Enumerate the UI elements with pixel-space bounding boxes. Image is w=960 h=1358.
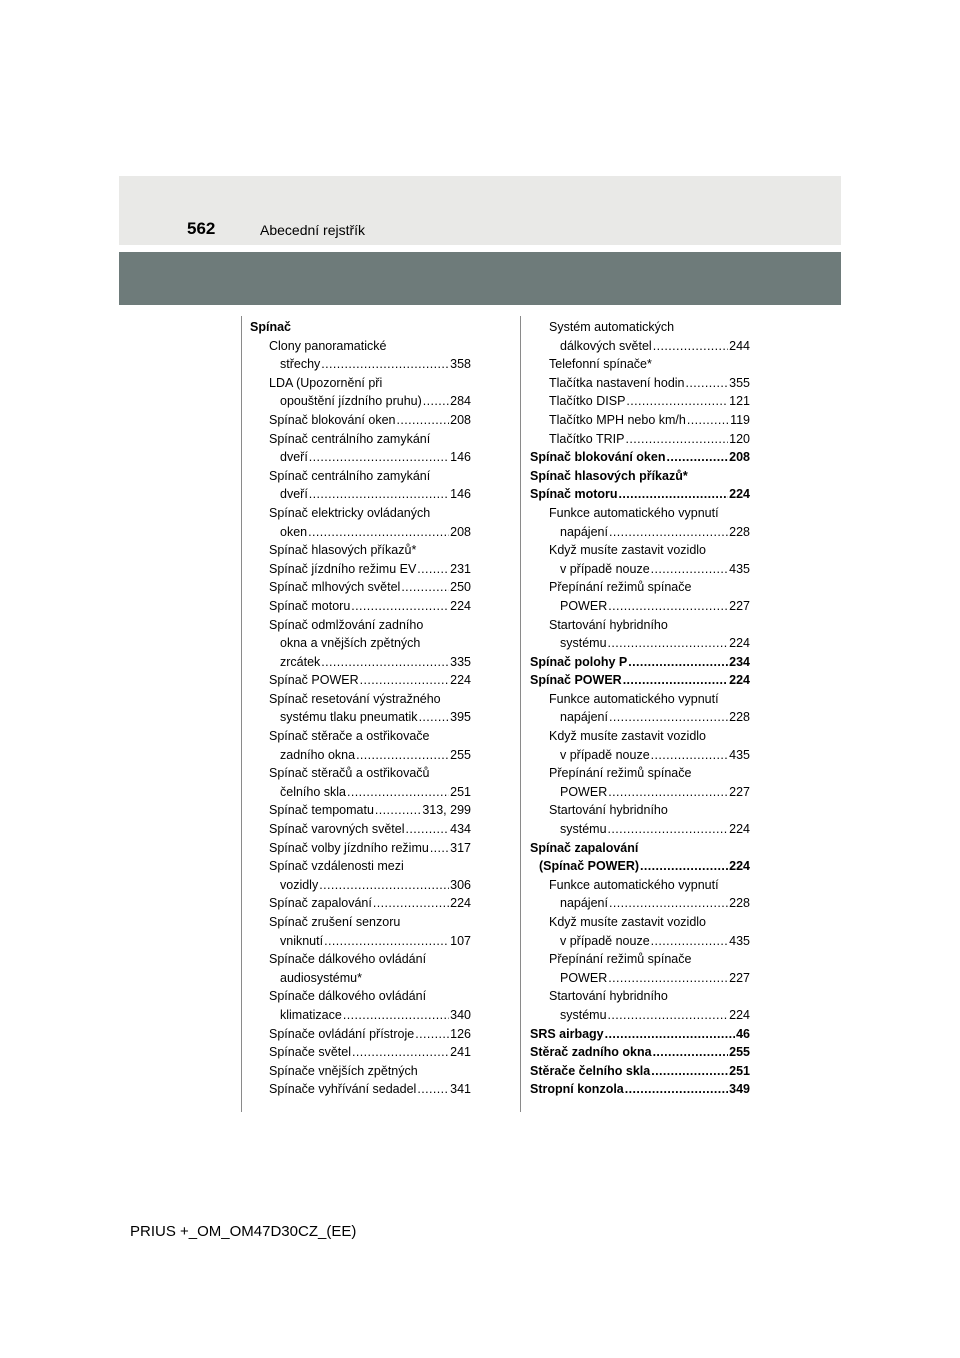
index-term: dveří	[280, 487, 308, 502]
dot-leader	[605, 1025, 735, 1044]
index-subentry	[530, 578, 750, 597]
index-term: Když musíte zastavit vozidlo	[549, 543, 707, 558]
index-term: SRS airbagy	[530, 1026, 604, 1041]
index-entry	[530, 1062, 750, 1081]
index-subentry	[250, 485, 471, 504]
page-reference: 227	[729, 598, 750, 613]
index-entry	[530, 653, 750, 672]
index-term: Stropní konzola	[530, 1082, 624, 1097]
index-subentry	[250, 708, 471, 727]
index-term: (Spínač POWER)	[539, 859, 640, 874]
index-term: Clony panoramatické	[269, 338, 387, 353]
index-subentry	[530, 913, 750, 932]
index-subentry	[530, 950, 750, 969]
index-subentry	[530, 597, 750, 616]
page-reference: 231	[450, 561, 471, 576]
page-reference: 358	[450, 357, 471, 372]
index-term: zadního okna	[280, 747, 356, 762]
index-term: POWER	[560, 970, 608, 985]
dot-leader	[651, 560, 728, 579]
page-reference: 224	[729, 673, 750, 688]
dot-leader	[401, 578, 449, 597]
page-reference: 224	[450, 673, 471, 688]
page-reference: 224	[729, 822, 750, 837]
index-column-left	[250, 318, 471, 1099]
index-term: Tlačítko MPH nebo km/h	[549, 412, 686, 427]
manual-code: PRIUS +_OM_OM47D30CZ_(EE)	[130, 1223, 357, 1240]
index-entry	[530, 1025, 750, 1044]
index-term: Spínač mlhových světel	[269, 580, 401, 595]
index-subentry	[250, 820, 471, 839]
page-reference: 126	[450, 1026, 471, 1041]
dot-leader	[609, 894, 728, 913]
index-term: Funkce automatického vypnutí	[549, 877, 719, 892]
index-term: vniknutí	[280, 933, 324, 948]
page-reference: 335	[450, 654, 471, 669]
dot-leader	[609, 708, 728, 727]
index-subentry	[250, 634, 471, 653]
index-term: Spínače ovládání přístroje	[269, 1026, 415, 1041]
index-subentry	[250, 523, 471, 542]
index-term: okna a vnějších zpětných	[280, 636, 421, 651]
dot-leader	[608, 1006, 729, 1025]
index-entry	[530, 467, 750, 486]
page-reference: 255	[450, 747, 471, 762]
index-subentry	[250, 764, 471, 783]
dot-leader	[625, 430, 728, 449]
dot-leader	[608, 969, 728, 988]
dot-leader	[653, 1043, 729, 1062]
index-term: systému	[560, 636, 607, 651]
dot-leader	[347, 783, 449, 802]
index-term: POWER	[560, 598, 608, 613]
index-subentry	[250, 541, 471, 560]
index-entry	[530, 857, 750, 876]
index-subentry	[250, 392, 471, 411]
index-subentry	[530, 708, 750, 727]
index-subentry	[530, 634, 750, 653]
index-term: Stěrač zadního okna	[530, 1045, 652, 1060]
index-term: Tlačítko DISP	[549, 394, 626, 409]
page-reference: 224	[729, 487, 750, 502]
dot-leader	[309, 485, 449, 504]
index-subentry	[530, 801, 750, 820]
index-term: Spínač centrálního zamykání	[269, 468, 431, 483]
index-term: Spínač POWER	[269, 673, 359, 688]
index-term: Spínač zrušení senzoru	[269, 915, 401, 929]
index-subentry	[530, 392, 750, 411]
index-subentry	[250, 337, 471, 356]
dot-leader	[640, 857, 728, 876]
index-term: Spínač stěrače a ostřikovače	[269, 729, 430, 744]
index-subentry	[250, 448, 471, 467]
page-reference: 355	[729, 375, 750, 390]
index-term: Spínač odmlžování zadního	[269, 617, 424, 632]
dot-leader	[419, 708, 450, 727]
index-term: Spínač vzdálenosti mezi	[269, 859, 404, 874]
page-number: 562	[187, 219, 216, 238]
index-term: čelního skla	[280, 784, 347, 799]
index-subentry	[530, 690, 750, 709]
index-term: LDA (Upozornění při	[269, 375, 383, 390]
dot-leader	[608, 634, 729, 653]
index-term: Stěrače čelního skla	[530, 1063, 651, 1078]
index-term: Spínač motoru	[530, 487, 618, 502]
index-subentry	[250, 1006, 471, 1025]
dot-leader	[319, 876, 449, 895]
index-subentry	[250, 430, 471, 449]
dot-leader	[406, 820, 450, 839]
index-term: Startování hybridního	[549, 803, 668, 818]
page-reference: 244	[729, 338, 750, 353]
index-subentry	[250, 355, 471, 374]
index-term: Funkce automatického vypnutí	[549, 505, 719, 520]
index-subentry	[250, 746, 471, 765]
index-term: Tlačítka nastavení hodin	[549, 375, 685, 390]
dot-leader	[360, 671, 450, 690]
dot-leader	[373, 894, 449, 913]
dot-leader	[375, 801, 421, 820]
index-term: POWER	[560, 784, 608, 799]
index-term: Spínač resetování výstražného	[269, 691, 441, 706]
dot-leader	[417, 560, 449, 579]
page-reference: 208	[450, 524, 471, 539]
dot-leader	[423, 392, 449, 411]
page-reference: 435	[729, 933, 750, 948]
page-reference: 120	[729, 431, 750, 446]
index-term: Spínač motoru	[269, 598, 351, 613]
index-subentry	[250, 1080, 471, 1099]
index-term: zrcátek	[280, 654, 321, 669]
index-subentry	[250, 597, 471, 616]
index-term: Spínače světel	[269, 1045, 351, 1060]
dot-leader	[651, 1062, 728, 1081]
dot-leader	[417, 1080, 449, 1099]
index-term: Spínač tempomatu	[269, 803, 374, 818]
index-subentry	[250, 374, 471, 393]
page-reference: 224	[729, 859, 750, 874]
page-reference: 340	[450, 1007, 471, 1022]
index-subentry	[530, 987, 750, 1006]
page-reference: 224	[450, 598, 471, 613]
dot-leader	[626, 392, 728, 411]
index-subentry	[530, 1006, 750, 1025]
index-subentry	[250, 467, 471, 486]
index-subentry	[250, 839, 471, 858]
index-term: Spínač stěračů a ostřikovačů	[269, 766, 430, 781]
index-entry	[530, 1043, 750, 1062]
page-reference: 251	[729, 1063, 750, 1078]
dot-leader	[396, 411, 449, 430]
index-term: napájení	[560, 896, 608, 911]
page-reference: 208	[729, 450, 750, 465]
index-term: systému tlaku pneumatik	[280, 710, 418, 725]
index-term: Spínač	[250, 320, 291, 334]
index-subentry	[250, 950, 471, 969]
index-term: střechy	[280, 357, 321, 372]
index-term: Spínač zapalování	[530, 840, 639, 855]
index-term: Spínače dálkového ovládání	[269, 989, 427, 1004]
index-subentry	[250, 876, 471, 895]
index-subentry	[250, 653, 471, 672]
page-reference: 224	[729, 636, 750, 651]
column-rule-left	[241, 316, 242, 1112]
index-term: Spínač jízdního režimu EV	[269, 561, 417, 576]
index-term: oken	[280, 524, 308, 539]
page-reference: 434	[450, 822, 471, 837]
index-term: v případě nouze	[560, 561, 650, 576]
index-subentry	[530, 820, 750, 839]
index-term: Přepínání režimů spínače	[549, 952, 692, 967]
dot-leader	[608, 597, 728, 616]
index-term: audiosystému*	[280, 970, 362, 985]
index-term: v případě nouze	[560, 933, 650, 948]
index-term: Spínač hlasových příkazů*	[530, 468, 688, 483]
index-subentry	[530, 337, 750, 356]
dot-leader	[430, 839, 449, 858]
index-term: Když musíte zastavit vozidlo	[549, 729, 707, 744]
page-reference: 341	[450, 1082, 471, 1097]
index-subentry	[530, 560, 750, 579]
index-term: Spínač volby jízdního režimu	[269, 840, 429, 855]
dot-leader	[309, 448, 449, 467]
index-term: napájení	[560, 710, 608, 725]
page-reference: 107	[450, 933, 471, 948]
index-term: Spínač zapalování	[269, 896, 372, 911]
index-term: Spínače vyhřívání sedadel	[269, 1082, 417, 1097]
page-reference: 227	[729, 784, 750, 799]
index-term: Spínač hlasových příkazů*	[269, 543, 417, 558]
index-subentry	[250, 913, 471, 932]
index-term: dveří	[280, 450, 308, 465]
dot-leader	[623, 671, 728, 690]
index-term: v případě nouze	[560, 747, 650, 762]
dot-leader	[324, 932, 449, 951]
section-title: Abecední rejstřík	[260, 222, 366, 238]
page-reference: 234	[729, 654, 750, 669]
index-term: Startování hybridního	[549, 989, 668, 1004]
index-term: Spínač centrálního zamykání	[269, 431, 431, 446]
index-term: Když musíte zastavit vozidlo	[549, 915, 707, 929]
index-term: systému	[560, 1007, 607, 1022]
page-reference: 208	[450, 412, 471, 427]
dot-leader	[625, 1080, 728, 1099]
index-term: Tlačítko TRIP	[549, 431, 625, 446]
index-subentry	[250, 1062, 471, 1081]
index-subentry	[530, 876, 750, 895]
index-term: napájení	[560, 524, 608, 539]
index-subentry	[530, 616, 750, 635]
page-reference: 284	[450, 394, 471, 409]
index-entry	[530, 839, 750, 858]
index-term: Přepínání režimů spínače	[549, 580, 692, 595]
dot-leader	[651, 932, 728, 951]
dot-leader	[619, 485, 729, 504]
index-term: systému	[560, 822, 607, 837]
index-subentry	[530, 764, 750, 783]
page-reference: 251	[450, 784, 471, 799]
index-column-right	[530, 318, 750, 1099]
index-subentry	[530, 504, 750, 523]
page-reference: 250	[450, 580, 471, 595]
dot-leader	[666, 448, 728, 467]
index-term: Spínače dálkového ovládání	[269, 952, 427, 967]
page-reference: 146	[450, 450, 471, 465]
index-term: Spínače vnějších zpětných	[269, 1063, 418, 1078]
index-subentry	[250, 578, 471, 597]
dot-leader	[308, 523, 449, 542]
index-subentry	[530, 523, 750, 542]
index-subentry	[530, 541, 750, 560]
index-entry	[250, 318, 471, 337]
page-reference: 395	[450, 710, 471, 725]
index-subentry	[530, 374, 750, 393]
page-reference: 241	[450, 1045, 471, 1060]
page-reference: 349	[729, 1082, 750, 1097]
column-rule-right	[520, 316, 521, 1112]
dot-leader	[628, 653, 728, 672]
page-reference: 435	[729, 561, 750, 576]
index-subentry	[250, 616, 471, 635]
index-entry	[530, 485, 750, 504]
page-reference: 46	[736, 1026, 750, 1041]
index-subentry	[530, 318, 750, 337]
dot-leader	[609, 523, 728, 542]
dot-leader	[321, 355, 449, 374]
index-subentry	[530, 355, 750, 374]
page-reference: 228	[729, 710, 750, 725]
dot-leader	[686, 374, 729, 393]
chapter-band	[119, 252, 841, 305]
index-subentry	[530, 969, 750, 988]
index-subentry	[250, 690, 471, 709]
index-subentry	[530, 430, 750, 449]
index-subentry	[530, 932, 750, 951]
page-reference: 119	[730, 412, 750, 427]
dot-leader	[356, 746, 449, 765]
index-term: Spínač blokování oken	[530, 450, 666, 465]
index-entry	[530, 671, 750, 690]
index-subentry	[250, 969, 471, 988]
index-term: Startování hybridního	[549, 617, 668, 632]
dot-leader	[651, 746, 728, 765]
index-subentry	[250, 987, 471, 1006]
page-reference: 313, 299	[422, 803, 471, 818]
dot-leader	[415, 1025, 449, 1044]
index-subentry	[250, 894, 471, 913]
index-subentry	[250, 932, 471, 951]
index-term: Přepínání režimů spínače	[549, 766, 692, 781]
index-subentry	[530, 894, 750, 913]
index-term: vozidly	[280, 877, 319, 892]
page-reference: 228	[729, 524, 750, 539]
dot-leader	[653, 337, 728, 356]
page-reference: 435	[729, 747, 750, 762]
page-reference: 255	[729, 1045, 750, 1060]
page-reference: 227	[729, 970, 750, 985]
page-reference: 121	[729, 394, 750, 409]
index-subentry	[250, 783, 471, 802]
dot-leader	[687, 411, 729, 430]
dot-leader	[351, 597, 449, 616]
page-reference: 228	[729, 896, 750, 911]
index-term: Spínač polohy P	[530, 654, 628, 669]
dot-leader	[343, 1006, 449, 1025]
index-entry	[530, 1080, 750, 1099]
dot-leader	[608, 820, 729, 839]
index-subentry	[530, 746, 750, 765]
index-term: dálkových světel	[560, 338, 652, 353]
header-band	[119, 176, 841, 245]
page-reference: 224	[450, 896, 471, 911]
index-term: klimatizace	[280, 1007, 342, 1022]
index-subentry	[530, 411, 750, 430]
page-reference: 224	[729, 1007, 750, 1022]
dot-leader	[608, 783, 728, 802]
index-term: Spínač elektricky ovládaných	[269, 505, 431, 520]
index-term: Systém automatických	[549, 320, 675, 334]
index-subentry	[250, 801, 471, 820]
index-subentry	[250, 727, 471, 746]
index-term: opouštění jízdního pruhu)	[280, 394, 422, 409]
index-subentry	[250, 504, 471, 523]
index-subentry	[250, 1043, 471, 1062]
index-subentry	[250, 857, 471, 876]
index-subentry	[250, 560, 471, 579]
index-subentry	[530, 783, 750, 802]
page-reference: 317	[450, 840, 471, 855]
index-subentry	[250, 411, 471, 430]
index-subentry	[530, 727, 750, 746]
index-subentry	[250, 1025, 471, 1044]
index-term: Telefonní spínače*	[549, 357, 652, 372]
index-entry	[530, 448, 750, 467]
dot-leader	[321, 653, 449, 672]
index-term: Funkce automatického vypnutí	[549, 691, 719, 706]
index-term: Spínač blokování oken	[269, 412, 396, 427]
index-term: Spínač varovných světel	[269, 822, 405, 837]
page-reference: 306	[450, 877, 471, 892]
index-term: Spínač POWER	[530, 673, 622, 688]
dot-leader	[352, 1043, 449, 1062]
page-reference: 146	[450, 487, 471, 502]
index-subentry	[250, 671, 471, 690]
